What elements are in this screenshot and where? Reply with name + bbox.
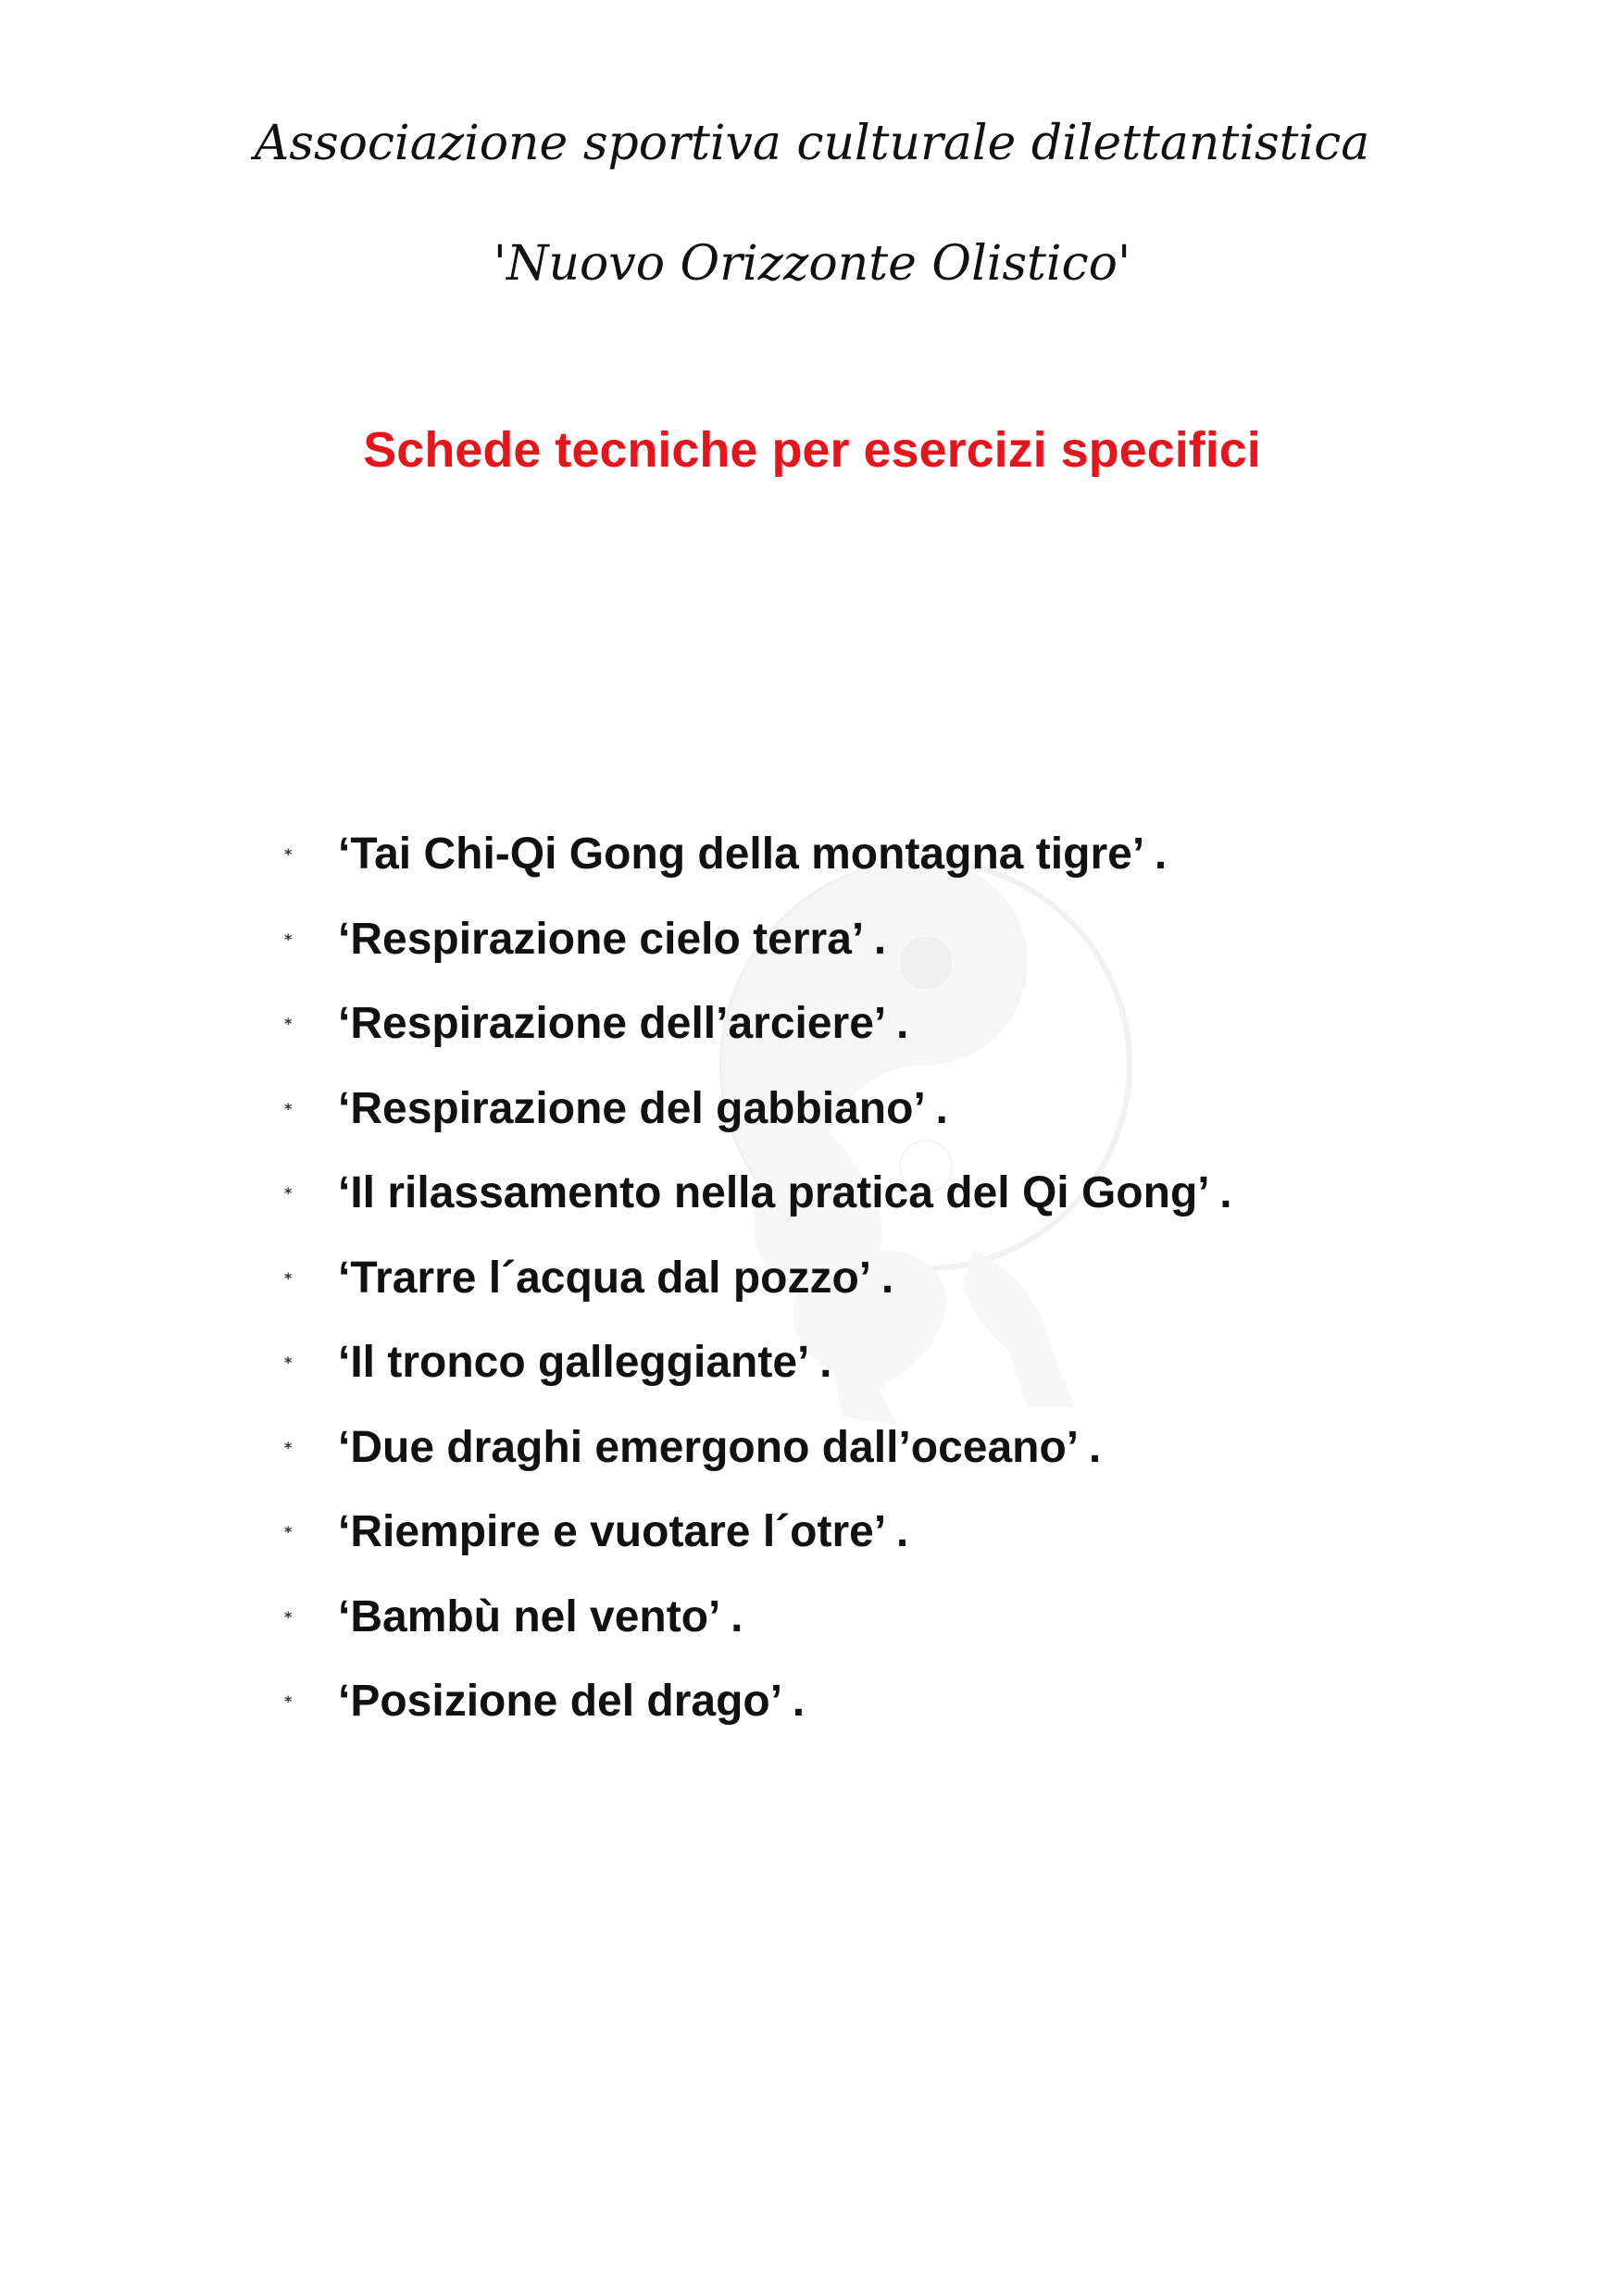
bullet-icon: * [284,1015,293,1032]
exercise-label: ‘Riempire e vuotare l´otre’ . [338,1507,909,1556]
bullet-icon: * [284,1184,293,1202]
bullet-icon: * [284,1268,293,1287]
exercise-label: ‘Respirazione del gabbiano’ . [338,1083,948,1133]
exercise-label: ‘Trarre l´acqua dal pozzo’ . [338,1253,894,1303]
bullet-icon: * [284,930,293,948]
bullet-icon: * [284,1354,293,1371]
document-title: Schede tecniche per esercizi specifici [363,422,1261,478]
exercise-label: ‘Il tronco galleggiante’ . [338,1338,832,1387]
exercise-label: ‘Il rilassamento nella pratica del Qi Gong’ . [338,1168,1232,1217]
bullet-icon: * [284,1692,293,1710]
bullet-icon: * [284,1099,293,1117]
bullet-icon: * [284,845,293,863]
bullet-icon: * [284,1607,293,1626]
bullet-icon: * [284,1438,293,1456]
bullet-icon: * [284,1523,293,1541]
exercise-label: ‘Respirazione dell’arciere’ . [338,999,909,1048]
association-subtitle: 'Nuovo Orizzonte Olistico' [493,236,1131,292]
association-name: Associazione sportiva culturale dilettantistica [254,116,1370,171]
exercise-label: ‘Bambù nel vento’ . [338,1591,743,1641]
exercise-label: ‘Posizione del drago’ . [338,1677,806,1726]
exercise-label: ‘Respirazione cielo terra’ . [338,914,887,964]
exercise-label: ‘Due draghi emergono dall’oceano’ . [338,1422,1102,1472]
exercise-label: ‘Tai Chi-Qi Gong della montagna tigre’ . [338,830,1168,879]
